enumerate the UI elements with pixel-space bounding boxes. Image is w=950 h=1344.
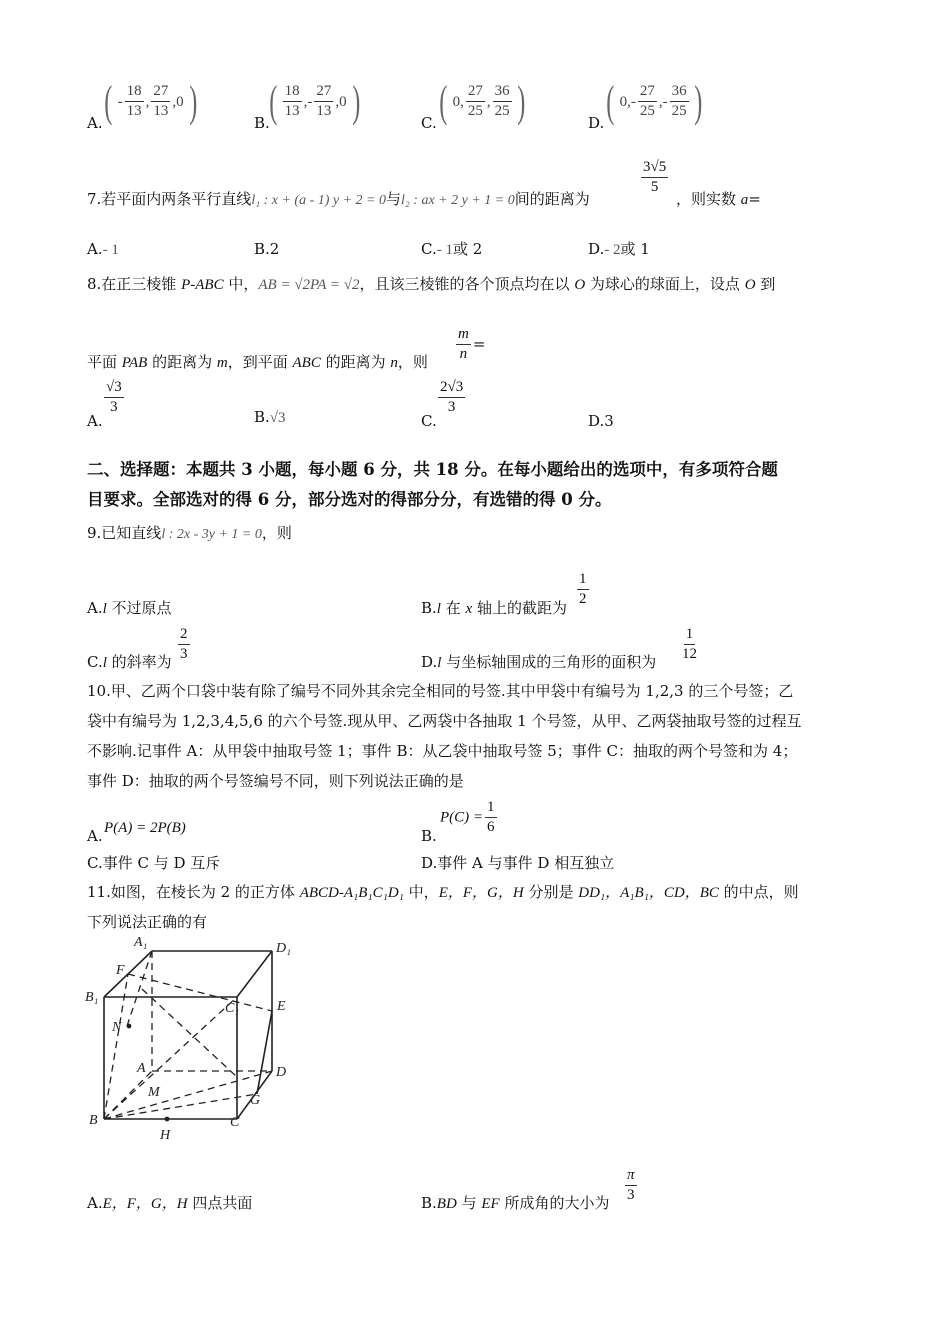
q9-option-b: B.l 在 x 轴上的截距为	[421, 599, 567, 617]
label-F: F	[116, 963, 125, 978]
q7-option-c: C.- 1或 2	[421, 240, 483, 258]
q6-option-c-value: ( 0, $\frac{27}{25}$ , $\frac{36}{25}$ )	[439, 77, 526, 126]
q7-option-d: D.- 2或 1	[588, 240, 650, 258]
q9-option-b-fraction: $\frac{1}{2}$	[579, 571, 587, 607]
q6-option-c-label: C.	[421, 114, 437, 132]
q10-option-a-label: A.	[87, 827, 103, 845]
q7-option-a: A.- 1	[87, 240, 119, 258]
q8-ratio: $\frac{m}{n}$ =	[458, 326, 486, 362]
q8-option-a-value: $\frac{√3}{3}$	[106, 379, 122, 415]
q9-option-c: C.l 的斜率为	[87, 653, 172, 671]
section2-header-line1: 二、选择题：本题共 3 小题，每小题 6 分，共 18 分。在每小题给出的选项中，有多项符合题	[87, 460, 778, 479]
label-B1: B₁	[85, 990, 99, 1005]
label-C: C	[230, 1115, 240, 1130]
q9-stem: 9.已知直线l : 2x - 3y + 1 = 0，则	[87, 524, 292, 542]
q10-option-d: D.事件 A 与事件 D 相互独立	[421, 854, 615, 872]
q8-stem-line2: 平面 PAB 的距离为 m，到平面 ABC 的距离为 n，则	[87, 353, 428, 371]
label-H: H	[160, 1128, 171, 1143]
q8-option-c-value: $\frac{2√3}{3}$	[440, 379, 464, 415]
label-A1: A₁	[134, 935, 148, 950]
q6-option-a-label: A.	[87, 114, 103, 132]
q6-option-b-value: ( $\frac{18}{13}$ ,- $\frac{27}{13}$ ,0 )	[269, 77, 361, 126]
q6-option-a-value: ( - $\frac{18}{13}$ , $\frac{27}{13}$ ,0 )	[104, 77, 198, 126]
q11-option-a: A.E，F，G，H 四点共面	[87, 1194, 253, 1212]
q9-option-a: A.l 不过原点	[87, 599, 172, 617]
label-G: G	[250, 1093, 261, 1108]
q10-option-b-value: P(C) = $\frac{1}{6}$	[440, 799, 495, 835]
q8-option-c-label: C.	[421, 412, 437, 430]
label-D1: D₁	[276, 941, 291, 956]
label-A: A	[137, 1061, 146, 1076]
q8-option-d: D.3	[588, 412, 614, 430]
label-E: E	[277, 999, 286, 1014]
label-M: M	[148, 1085, 160, 1100]
label-D: D	[276, 1065, 287, 1080]
q11-stem-line1: 11.如图，在棱长为 2 的正方体 ABCD-A₁B₁C₁D₁ 中，E，F，G，H 分别是 DD₁，A₁B₁，CD，BC 的中点，则	[87, 883, 799, 901]
q7-option-b: B.2	[254, 240, 280, 258]
q10-stem-line3: 不影响.记事件 A：从甲袋中抽取号签 1；事件 B：从乙袋中抽取号签 5；事件 C：抽取的两个号签和为 4；	[87, 742, 798, 760]
q9-option-c-fraction: $\frac{2}{3}$	[180, 626, 188, 662]
q8-stem-line1: 8.在正三棱锥 P-ABC 中，AB = √2PA = √2，且该三棱锥的各个顶点均在以 O 为球心的球面上，设点 O 到	[87, 275, 776, 293]
q10-option-c: C.事件 C 与 D 互斥	[87, 854, 221, 872]
q9-option-d: D.l 与坐标轴围成的三角形的面积为	[421, 653, 657, 671]
q7-distance-fraction: $\frac{3√5}{5}$	[643, 159, 667, 195]
q6-option-d-value: ( 0,- $\frac{27}{25}$ ,- $\frac{36}{25}$ )	[606, 77, 703, 126]
q10-stem-line1: 10.甲、乙两个口袋中装有除了编号不同外其余完全相同的号签.其中甲袋中有编号为 1,2,3 的三个号签；乙	[87, 682, 794, 700]
q10-stem-line2: 袋中有编号为 1,2,3,4,5,6 的六个号签.现从甲、乙两袋中各抽取 1 个号签，从甲、乙两袋抽取号签的过程互	[87, 712, 802, 730]
label-C1: C₁	[225, 1001, 240, 1016]
q11-stem-line2: 下列说法正确的有	[87, 913, 208, 931]
label-N: N	[112, 1020, 122, 1035]
q11-cube-figure	[82, 934, 297, 1144]
q9-option-d-fraction: $\frac{1}{12}$	[682, 626, 697, 662]
q8-option-a-label: A.	[87, 412, 103, 430]
q7-tail: ，则实数 a=	[676, 190, 761, 208]
q6-option-d-label: D.	[588, 114, 605, 132]
q8-option-b: B.√3	[254, 408, 286, 426]
q7-stem: 7.若平面内两条平行直线l₁ : x + (a - 1) y + 2 = 0与l₂ : ax + 2 y + 1 = 0间的距离为	[87, 190, 590, 208]
label-B: B	[89, 1113, 98, 1128]
q11-option-b: B.BD 与 EF 所成角的大小为	[421, 1194, 610, 1212]
q10-option-b-label: B.	[421, 827, 437, 845]
q11-option-b-fraction: $\frac{\pi}{3}$	[627, 1167, 635, 1203]
section2-header-line2: 目要求。全部选对的得 6 分，部分选对的得部分分，有选错的得 0 分。	[87, 490, 612, 509]
q10-stem-line4: 事件 D：抽取的两个号签编号不同，则下列说法正确的是	[87, 772, 464, 790]
q6-option-b-label: B.	[254, 114, 270, 132]
q10-option-a-value: P(A) = 2P(B)	[104, 820, 186, 836]
